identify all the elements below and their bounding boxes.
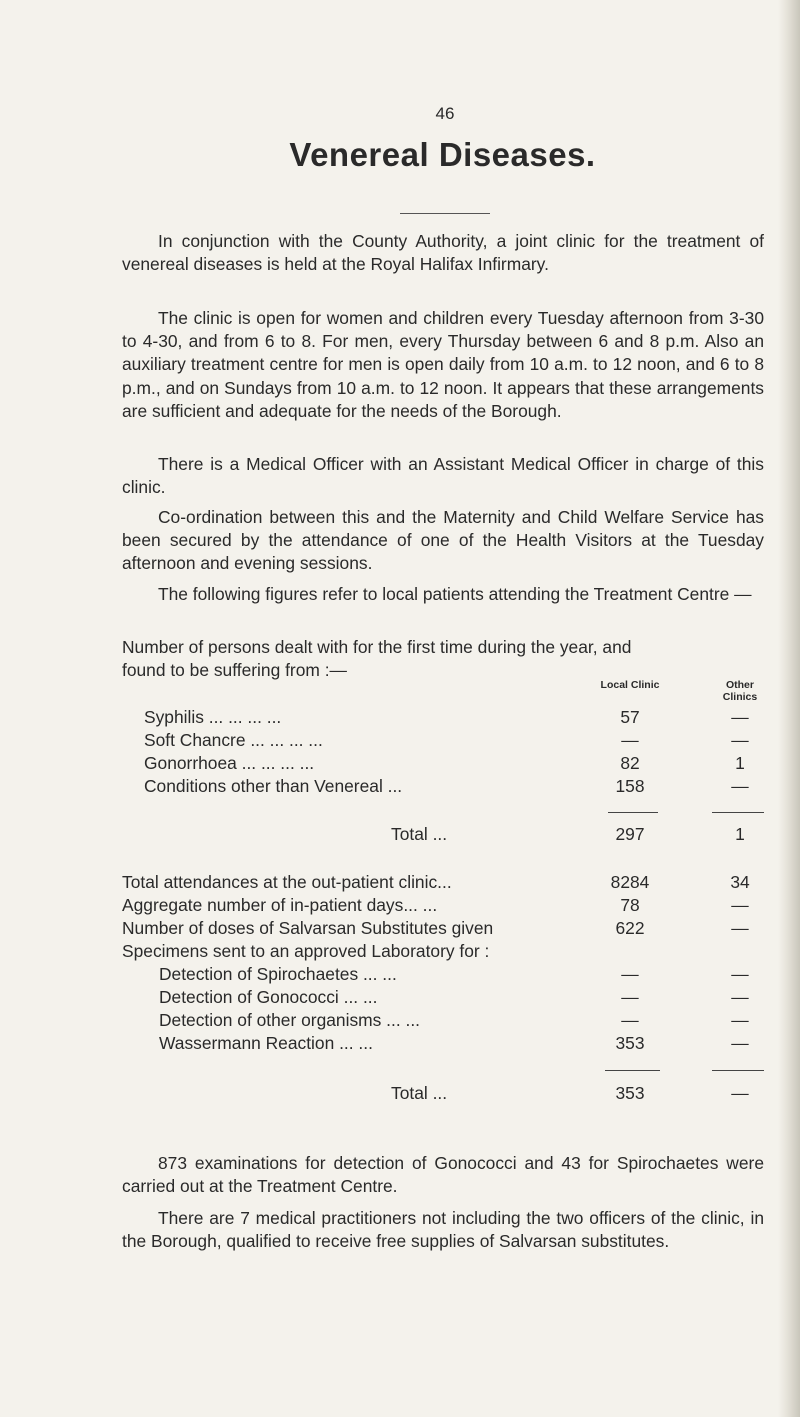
local-value: 622 bbox=[615, 918, 645, 938]
title-divider bbox=[400, 213, 490, 214]
other-value: — bbox=[731, 895, 749, 915]
sum-rule-other bbox=[712, 1070, 764, 1071]
total-label: Total ... bbox=[391, 1083, 448, 1103]
table-row bbox=[0, 964, 800, 987]
local-value: 8284 bbox=[610, 872, 650, 892]
row-label: Aggregate number of in-patient days... ... bbox=[122, 895, 438, 915]
local-value: — bbox=[621, 964, 639, 984]
paragraph-joint-clinic: In conjunction with the County Authority, a joint clinic for the treatment of venereal diseases is held at the Royal Halifax Infirmary. bbox=[122, 231, 764, 275]
row-label: Detection of other organisms ... ... bbox=[159, 1010, 420, 1030]
other-value: — bbox=[731, 707, 749, 727]
total-local: 297 bbox=[615, 824, 645, 844]
row-label: Detection of Gonococci ... ... bbox=[159, 987, 378, 1007]
local-value: — bbox=[621, 987, 639, 1007]
other-value: — bbox=[731, 987, 749, 1007]
row-label: Total attendances at the out-patient clinic... bbox=[122, 872, 452, 892]
table-row bbox=[0, 941, 800, 964]
local-value: — bbox=[621, 730, 639, 750]
total-other: — bbox=[731, 1083, 749, 1103]
paragraph-medical-officer: There is a Medical Officer with an Assistant Medical Officer in charge of this clinic. bbox=[122, 454, 764, 498]
sum-rule-local bbox=[605, 1070, 660, 1071]
total-label: Total ... bbox=[391, 824, 448, 844]
table-row bbox=[0, 987, 800, 1010]
paragraph-clinic-hours: The clinic is open for women and children every Tuesday afternoon from 3-30 to 4-30, and from 6 to 8. For men, every Thursday between 6 and 8 p.m. Also an auxiliary treatment centre for men is open daily from 10 a.m. to 12 noon, and 6 to 8 p.m., and on Sundays from 10 a.m. to 12 noon. It appears that these arrangements are sufficient and adequate for the needs of the Borough. bbox=[122, 308, 764, 421]
other-value: — bbox=[731, 918, 749, 938]
table-row bbox=[0, 730, 800, 753]
sum-rule-other bbox=[712, 812, 764, 813]
column-header-other-clinics: Other Clinics bbox=[722, 679, 758, 703]
table-intro: Number of persons dealt with for the first time during the year, and found to be suffering from :— bbox=[122, 637, 632, 681]
sum-rule-local bbox=[608, 812, 658, 813]
row-label: Number of doses of Salvarsan Substitutes given bbox=[122, 918, 494, 938]
other-value: — bbox=[731, 964, 749, 984]
total-row bbox=[0, 824, 800, 847]
table-row bbox=[0, 753, 800, 776]
local-value: — bbox=[621, 1010, 639, 1030]
paragraph-examinations: 873 examinations for detection of Gonococci and 43 for Spirochaetes were carried out at the Treatment Centre. bbox=[122, 1153, 764, 1197]
paragraph-figures-intro: The following figures refer to local patients attending the Treatment Centre — bbox=[158, 584, 752, 604]
table-row bbox=[0, 1010, 800, 1033]
column-header-local-clinic: Local Clinic bbox=[600, 679, 660, 691]
other-value: — bbox=[731, 776, 749, 796]
page-number: 46 bbox=[435, 104, 455, 123]
row-label: Wassermann Reaction ... ... bbox=[159, 1033, 373, 1053]
local-value: 82 bbox=[620, 753, 640, 773]
table-row bbox=[0, 895, 800, 918]
paragraph-coordination: Co-ordination between this and the Maternity and Child Welfare Service has been secured by the attendance of one of the Health Visitors at the Tuesday afternoon and evening sessions. bbox=[122, 507, 764, 574]
page-title: Venereal Diseases. bbox=[289, 136, 596, 173]
row-label: Gonorrhoea ... ... ... ... bbox=[144, 753, 315, 773]
table-row bbox=[0, 776, 800, 799]
local-value: 353 bbox=[615, 1033, 645, 1053]
row-label: Soft Chancre ... ... ... ... bbox=[144, 730, 323, 750]
other-value: — bbox=[731, 1010, 749, 1030]
local-value: 158 bbox=[615, 776, 645, 796]
row-label: Specimens sent to an approved Laboratory for : bbox=[122, 941, 490, 961]
table-row bbox=[0, 872, 800, 895]
total-other: 1 bbox=[735, 824, 745, 844]
other-value: 34 bbox=[730, 872, 750, 892]
local-value: 78 bbox=[620, 895, 640, 915]
total-local: 353 bbox=[615, 1083, 645, 1103]
table-row bbox=[0, 1033, 800, 1056]
row-label: Detection of Spirochaetes ... ... bbox=[159, 964, 397, 984]
total-row bbox=[0, 1083, 800, 1106]
other-value: — bbox=[731, 730, 749, 750]
other-value: — bbox=[731, 1033, 749, 1053]
local-value: 57 bbox=[620, 707, 640, 727]
table-row bbox=[0, 707, 800, 730]
row-label: Syphilis ... ... ... ... bbox=[144, 707, 282, 727]
paragraph-practitioners: There are 7 medical practitioners not including the two officers of the clinic, in the Borough, qualified to receive free supplies of Salvarsan substitutes. bbox=[122, 1208, 764, 1252]
table-row bbox=[0, 918, 800, 941]
row-label: Conditions other than Venereal ... bbox=[144, 776, 403, 796]
other-value: 1 bbox=[735, 753, 745, 773]
